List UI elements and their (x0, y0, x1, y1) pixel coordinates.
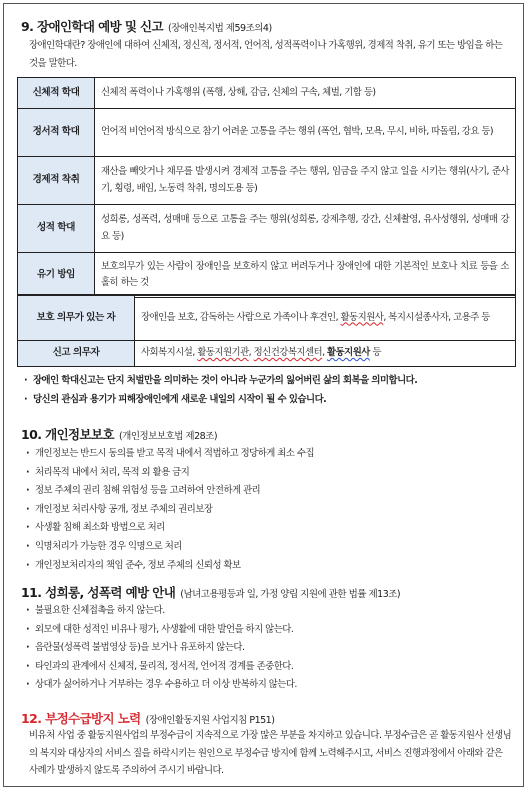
abuse-type-desc: 신체적 폭력이나 가혹행위 (폭행, 상해, 감금, 신체의 구속, 체벌, 기합 등) (95, 78, 516, 109)
list-item: · 개인정보는 반드시 동의를 받고 목적 내에서 적법하고 정당하게 최소 수집 (26, 445, 314, 464)
abuse-type-desc: 재산을 빼앗거나 채무를 발생시켜 경제적 고통을 주는 행위, 임금을 주지 않고 일을 시키는 행위(사기, 준사기, 횡령, 배임, 노동력 착취, 명의도용 등) (95, 157, 516, 205)
duty-label: 보호 의무가 있는 자 (18, 295, 135, 340)
section-10-law-ref: (개인정보보호법 제28조) (118, 431, 218, 442)
section-9-intro: 장애인학대란? 장애인에 대하여 신체적, 정신적, 정서적, 언어적, 성적폭력이나 가혹행위, 경제적 착취, 유기 또는 방임을 하는 것을 말한다. (29, 40, 503, 69)
list-item: · 당신의 관심과 용기가 피해장애인에게 새로운 내일의 시작이 될 수 있습니다. (24, 390, 417, 409)
abuse-type-desc: 보호의무가 있는 사람이 장애인을 보호하지 않고 버려두거나 장애인에 대한 기본적인 보호나 치료 등을 소홀히 하는 것 (95, 253, 516, 298)
abuse-type-desc: 언어적 비언어적 방식으로 참기 어려운 고통을 주는 행위 (폭언, 협박, 모욕, 무시, 비하, 따돌림, 강요 등) (95, 109, 516, 157)
reporter-label: 신고 의무자 (18, 340, 135, 366)
list-item: · 정보 주체의 권리 침해 위험성 등을 고려하여 안전하게 관리 (26, 482, 314, 501)
abuse-type-label: 정서적 학대 (18, 109, 95, 157)
abuse-types-table (17, 77, 516, 298)
abuse-type-desc: 성희롱, 성폭력, 성매매 등으로 고통을 주는 행위(성희롱, 강제추행, 강간, 신체촬영, 유사성행위, 성매매 강요 등) (95, 205, 516, 253)
highlight-text: 활동지원사 (340, 311, 384, 323)
abuse-type-label: 유기 방임 (18, 253, 95, 298)
table-row (18, 253, 516, 298)
section-9-notes (24, 371, 417, 409)
table-row (18, 205, 516, 253)
list-item: · 개인정보처리자의 책임 준수, 정보 주체의 신뢰성 확보 (26, 557, 314, 576)
section-12-title: 12. 부정수급방지 노력 (장애인활동지원 사업지침 P151) (21, 711, 275, 726)
highlight-text: 활동지원기관 (197, 346, 249, 358)
table-row (18, 109, 516, 157)
duty-table (17, 294, 516, 367)
abuse-type-label: 경제적 착취 (18, 157, 95, 205)
highlight-text-blue: 활동지원사 (327, 346, 370, 358)
abuse-type-label: 신체적 학대 (18, 78, 95, 109)
section-11-list (26, 602, 297, 695)
abuse-type-label: 성적 학대 (18, 205, 95, 253)
list-item: · 상대가 싫어하거나 거부하는 경우 수용하고 더 이상 반복하지 않는다. (26, 676, 297, 695)
table-row (18, 295, 516, 340)
section-11-law-ref: (남녀고용평등과 일, 가정 양립 지원에 관한 법률 제13조) (180, 589, 401, 600)
section-10-list (26, 445, 314, 575)
list-item: · 외모에 대한 성적인 비유나 평가, 사생활에 대한 발언을 하지 않는다. (26, 621, 297, 640)
section-11-title: 11. 성희롱, 성폭력 예방 안내 (남녀고용평등과 일, 가정 양립 지원에 관한 법률 제13조) (21, 585, 401, 600)
section-12-guideline-ref: (장애인활동지원 사업지침 P151) (145, 715, 275, 726)
document-page (3, 3, 524, 787)
list-item: · 불필요한 신체접촉을 하지 않는다. (26, 602, 297, 621)
duty-desc: 장애인을 보호, 감독하는 사람으로 가족이나 후견인, 활동지원사, 복지시설종사자, 고용주 등 (135, 295, 516, 340)
reporter-desc: 사회복지시설, 활동지원기관, 정신건강복지센터, 활동지원사 등 (135, 340, 516, 366)
list-item: · 익명처리가 가능한 경우 익명으로 처리 (26, 538, 314, 557)
table-row (18, 340, 516, 366)
highlight-text: 정신건강복지센터 (253, 346, 323, 358)
list-item: · 타인과의 관계에서 신체적, 물리적, 정서적, 언어적 경계를 존중한다. (26, 658, 297, 677)
list-item: · 처리목적 내에서 처리, 목적 외 활용 금지 (26, 464, 314, 483)
list-item: · 개인정보 처리사항 공개, 정보 주체의 권리보장 (26, 501, 314, 520)
section-10-title: 10. 개인정보보호 (개인정보보호법 제28조) (21, 427, 218, 442)
list-item: · 음란물(성폭력 불법영상 등)을 보거나 유포하지 않는다. (26, 639, 297, 658)
section-9-title: 9. 장애인학대 예방 및 신고 (장애인복지법 제59조의4) (21, 19, 272, 34)
table-row (18, 157, 516, 205)
section-12-text: 비유처 사업 중 활동지원사업의 부정수급이 지속적으로 가장 많은 부분을 차지하고 있습니다. 부정수급은 곧 활동지원사 선생님의 복지와 대상자의 서비스 질을 하락시키는 원인으로 부정수급 방지에 함께 노력해주시고, 서비스 진행과정에서 아래와 같은 사례가 발생하지 않도록 주의하여 주시기 바랍니다. (29, 730, 512, 776)
list-item: · 장애인 학대신고는 단지 처벌만을 의미하는 것이 아니라 누군가의 잃어버린 삶의 회복을 의미합니다. (24, 371, 417, 390)
table-row (18, 78, 516, 109)
section-9-law-ref: (장애인복지법 제59조의4) (168, 23, 272, 34)
list-item: · 사생활 침해 최소화 방법으로 처리 (26, 519, 314, 538)
